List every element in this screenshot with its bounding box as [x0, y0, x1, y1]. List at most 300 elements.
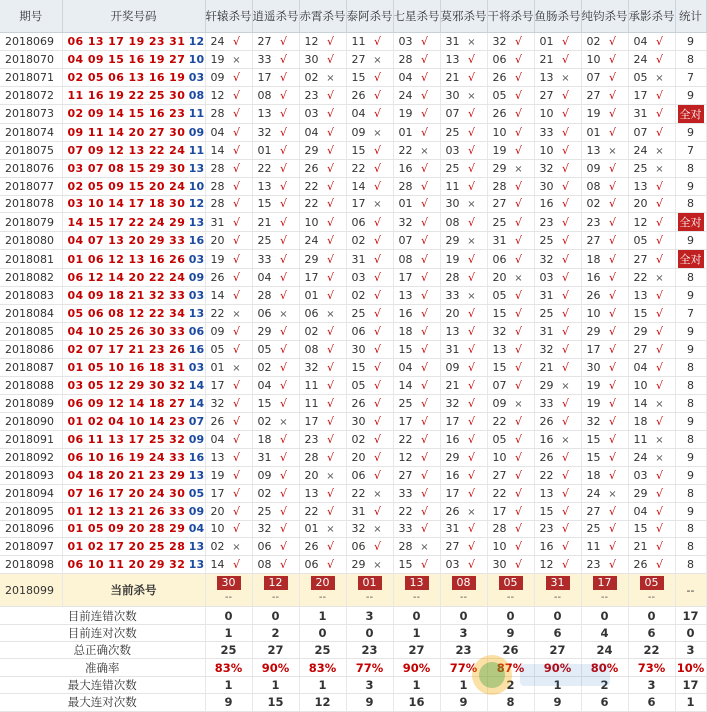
summary-value: 0	[299, 624, 346, 641]
check-icon: √	[279, 432, 287, 446]
kill-cell	[205, 123, 252, 141]
kill-number: 16	[586, 271, 601, 285]
kill-cell	[440, 213, 487, 232]
history-rows	[0, 33, 706, 574]
header-kill-1: 逍遥杀号	[252, 0, 299, 33]
summary-stat: 3	[675, 642, 706, 659]
summary-value: 1	[440, 676, 487, 693]
summary-value: 6	[581, 694, 628, 711]
header-period: 期号	[0, 0, 62, 33]
check-icon: √	[608, 343, 616, 357]
header-kill-9: 承影杀号	[628, 0, 675, 33]
row-period: 2018074	[0, 123, 62, 141]
check-icon: √	[326, 88, 334, 102]
check-icon: √	[326, 325, 334, 339]
check-icon: √	[514, 52, 522, 66]
kill-number: 31	[257, 450, 272, 464]
check-icon: √	[420, 88, 428, 102]
kill-number: 17	[351, 197, 366, 211]
kill-cell	[205, 141, 252, 159]
kill-cell	[628, 556, 675, 574]
row-numbers	[62, 33, 205, 51]
kill-cell	[393, 448, 440, 466]
kill-cell	[628, 269, 675, 287]
current-kill-dash: --	[224, 592, 233, 604]
check-icon: √	[232, 252, 240, 266]
check-icon: √	[561, 486, 569, 500]
kill-number: 30	[351, 343, 366, 357]
kill-number: 26	[351, 396, 366, 410]
kill-cell	[346, 556, 393, 574]
kill-number: 18	[398, 325, 413, 339]
summary-row	[0, 676, 706, 693]
kill-number: 14	[351, 179, 366, 193]
kill-number: 03	[398, 34, 413, 48]
summary-value: 6	[628, 694, 675, 711]
summary-value: 0	[252, 607, 299, 624]
check-icon: √	[279, 143, 287, 157]
kill-cell	[487, 502, 534, 520]
kill-cell	[205, 104, 252, 123]
check-icon: √	[420, 343, 428, 357]
blue-ball: 12	[188, 197, 205, 211]
kill-number: 02	[257, 486, 272, 500]
kill-number: 04	[210, 432, 225, 446]
row-period: 2018096	[0, 520, 62, 538]
cross-icon: ×	[232, 363, 241, 375]
kill-cell	[299, 86, 346, 104]
red-balls: 06 10 11 20 29 32	[67, 558, 186, 572]
kill-cell	[487, 484, 534, 502]
kill-number: 10	[633, 378, 648, 392]
kill-cell	[534, 538, 581, 556]
row-stat: 9	[675, 412, 706, 430]
kill-cell	[346, 68, 393, 86]
row-numbers	[62, 141, 205, 159]
cross-icon: ×	[655, 452, 664, 464]
summary-label: 准确率	[0, 659, 205, 676]
kill-number: 04	[633, 34, 648, 48]
summary-value: 24	[581, 642, 628, 659]
kill-number: 08	[304, 343, 319, 357]
row-stat	[675, 104, 706, 123]
check-icon: √	[514, 343, 522, 357]
row-numbers	[62, 412, 205, 430]
table-row	[0, 33, 706, 51]
kill-cell	[205, 556, 252, 574]
kill-cell	[534, 520, 581, 538]
kill-number: 10	[492, 125, 507, 139]
row-stat: 8	[675, 484, 706, 502]
kill-cell	[252, 159, 299, 177]
table-row	[0, 68, 706, 86]
check-icon: √	[608, 70, 616, 84]
check-icon: √	[326, 450, 334, 464]
check-icon: √	[608, 432, 616, 446]
check-icon: √	[420, 361, 428, 375]
kill-number: 22	[257, 161, 272, 175]
check-icon: √	[467, 70, 475, 84]
kill-cell	[205, 394, 252, 412]
kill-number: 29	[633, 486, 648, 500]
kill-cell	[299, 213, 346, 232]
kill-number: 23	[539, 215, 554, 229]
kill-cell	[252, 141, 299, 159]
kill-number: 15	[351, 70, 366, 84]
kill-cell	[581, 323, 628, 341]
check-icon: √	[514, 307, 522, 321]
kill-cell	[628, 448, 675, 466]
check-icon: √	[514, 468, 522, 482]
current-kill-badge: 12	[264, 576, 288, 590]
kill-cell	[628, 141, 675, 159]
kill-number: 15	[351, 361, 366, 375]
check-icon: √	[655, 361, 663, 375]
kill-cell	[581, 359, 628, 377]
check-icon: √	[467, 361, 475, 375]
kill-number: 33	[257, 252, 272, 266]
check-icon: √	[420, 486, 428, 500]
check-icon: √	[608, 289, 616, 303]
kill-number: 30	[445, 197, 460, 211]
table-row	[0, 394, 706, 412]
kill-cell	[299, 232, 346, 250]
kill-number: 08	[257, 558, 272, 572]
summary-value: 15	[252, 694, 299, 711]
kill-number: 09	[210, 325, 225, 339]
kill-number: 01	[304, 522, 319, 536]
kill-number: 13	[304, 486, 319, 500]
check-icon: √	[279, 70, 287, 84]
summary-value: 0	[487, 607, 534, 624]
check-icon: √	[373, 432, 381, 446]
row-numbers	[62, 287, 205, 305]
kill-cell	[346, 520, 393, 538]
header-kill-7: 鱼肠杀号	[534, 0, 581, 33]
table-row	[0, 538, 706, 556]
row-stat: 7	[675, 68, 706, 86]
check-icon: √	[608, 215, 616, 229]
row-period: 2018094	[0, 484, 62, 502]
check-icon: √	[373, 325, 381, 339]
kill-cell	[252, 412, 299, 430]
kill-cell	[205, 177, 252, 195]
kill-cell	[393, 250, 440, 269]
kill-cell	[299, 50, 346, 68]
kill-number: 27	[539, 88, 554, 102]
kill-number: 27	[398, 468, 413, 482]
current-stat: --	[675, 574, 706, 607]
kill-number: 04	[304, 125, 319, 139]
summary-value: 0	[205, 607, 252, 624]
check-icon: √	[608, 468, 616, 482]
check-icon: √	[373, 540, 381, 554]
red-balls: 06 12 14 20 22 24	[67, 271, 186, 285]
kill-cell	[205, 430, 252, 448]
kill-number: 25	[398, 396, 413, 410]
kill-number: 10	[539, 107, 554, 121]
summary-stat: 17	[675, 607, 706, 624]
kill-number: 11	[445, 179, 460, 193]
kill-cell	[581, 520, 628, 538]
kill-cell	[487, 412, 534, 430]
current-label: 当前杀号	[62, 574, 205, 607]
kill-number: 28	[492, 179, 507, 193]
kill-number: 33	[539, 396, 554, 410]
row-period: 2018089	[0, 394, 62, 412]
check-icon: √	[326, 125, 334, 139]
kill-cell	[346, 104, 393, 123]
kill-cell	[440, 538, 487, 556]
kill-number: 32	[257, 522, 272, 536]
check-icon: √	[608, 307, 616, 321]
check-icon: √	[279, 378, 287, 392]
kill-cell	[299, 141, 346, 159]
check-icon: √	[655, 486, 663, 500]
check-icon: √	[561, 52, 569, 66]
check-icon: √	[232, 378, 240, 392]
table-row	[0, 123, 706, 141]
row-stat: 8	[675, 430, 706, 448]
check-icon: √	[561, 88, 569, 102]
row-stat: 9	[675, 33, 706, 51]
kill-cell	[205, 232, 252, 250]
kill-number: 22	[398, 504, 413, 518]
check-icon: √	[655, 88, 663, 102]
kill-number: 30	[586, 361, 601, 375]
current-kill-cell	[487, 574, 534, 607]
check-icon: √	[467, 432, 475, 446]
kill-cell	[628, 377, 675, 395]
kill-number: 02	[351, 432, 366, 446]
cross-icon: ×	[279, 309, 288, 321]
check-icon: √	[655, 289, 663, 303]
current-period: 2018099	[0, 574, 62, 607]
red-balls: 01 12 13 21 26 33	[67, 504, 186, 518]
kill-number: 11	[351, 34, 366, 48]
row-numbers	[62, 159, 205, 177]
current-kill-cell	[534, 574, 581, 607]
kill-cell	[252, 341, 299, 359]
check-icon: √	[514, 234, 522, 248]
check-icon: √	[373, 234, 381, 248]
kill-cell	[440, 269, 487, 287]
kill-number: 05	[257, 343, 272, 357]
current-kill-badge: 05	[499, 576, 523, 590]
check-icon: √	[232, 215, 240, 229]
kill-number: 20	[304, 468, 319, 482]
check-icon: √	[326, 34, 334, 48]
check-icon: √	[561, 215, 569, 229]
check-icon: √	[561, 252, 569, 266]
kill-number: 30	[492, 558, 507, 572]
kill-number: 21	[445, 378, 460, 392]
kill-number: 06	[304, 307, 319, 321]
summary-value: 3	[628, 676, 675, 693]
kill-cell	[252, 538, 299, 556]
check-icon: √	[279, 34, 287, 48]
kill-cell	[581, 341, 628, 359]
kill-cell	[581, 33, 628, 51]
red-balls: 14 15 17 22 24 29	[67, 215, 186, 229]
red-balls: 02 07 17 21 23 26	[67, 343, 186, 357]
summary-label: 目前连对次数	[0, 624, 205, 641]
kill-cell	[299, 250, 346, 269]
kill-cell	[393, 287, 440, 305]
red-balls: 06 10 16 19 24 33	[67, 450, 186, 464]
check-icon: √	[467, 396, 475, 410]
kill-number: 13	[492, 343, 507, 357]
check-icon: √	[373, 161, 381, 175]
kill-cell	[299, 195, 346, 213]
current-kill-cell	[299, 574, 346, 607]
cross-icon: ×	[326, 309, 335, 321]
cross-icon: ×	[514, 163, 523, 175]
check-icon: √	[655, 522, 663, 536]
kill-cell	[252, 466, 299, 484]
kill-cell	[628, 177, 675, 195]
kill-number: 07	[633, 125, 648, 139]
kill-number: 26	[304, 161, 319, 175]
kill-cell	[534, 50, 581, 68]
blue-ball: 16	[188, 343, 205, 357]
blue-ball: 13	[188, 161, 205, 175]
kill-number: 26	[351, 88, 366, 102]
kill-cell	[346, 287, 393, 305]
kill-number: 14	[210, 143, 225, 157]
row-period: 2018077	[0, 177, 62, 195]
kill-number: 31	[633, 107, 648, 121]
kill-cell	[252, 430, 299, 448]
kill-number: 20	[210, 504, 225, 518]
kill-number: 25	[257, 234, 272, 248]
kill-number: 01	[257, 143, 272, 157]
kill-cell	[440, 323, 487, 341]
kill-number: 26	[210, 414, 225, 428]
row-stat: 8	[675, 359, 706, 377]
check-icon: √	[514, 558, 522, 572]
kill-cell	[581, 484, 628, 502]
kill-cell	[440, 377, 487, 395]
kill-cell	[346, 141, 393, 159]
kill-cell	[346, 33, 393, 51]
kill-number: 06	[257, 307, 272, 321]
summary-value: 1	[299, 676, 346, 693]
check-icon: √	[279, 468, 287, 482]
kill-number: 31	[445, 34, 460, 48]
check-icon: √	[326, 396, 334, 410]
kill-number: 12	[304, 34, 319, 48]
kill-number: 23	[539, 522, 554, 536]
kill-number: 29	[257, 325, 272, 339]
cross-icon: ×	[608, 145, 617, 157]
kill-cell	[487, 305, 534, 323]
kill-cell	[299, 177, 346, 195]
summary-value: 1	[534, 676, 581, 693]
kill-cell	[581, 412, 628, 430]
kill-cell	[440, 104, 487, 123]
kill-number: 26	[210, 271, 225, 285]
check-icon: √	[373, 361, 381, 375]
kill-cell	[299, 484, 346, 502]
kill-number: 10	[539, 143, 554, 157]
kill-cell	[581, 556, 628, 574]
summary-value: 0	[346, 624, 393, 641]
check-icon: √	[561, 361, 569, 375]
check-icon: √	[514, 522, 522, 536]
kill-number: 13	[445, 52, 460, 66]
check-icon: √	[608, 52, 616, 66]
table-row	[0, 50, 706, 68]
check-icon: √	[420, 271, 428, 285]
row-period: 2018076	[0, 159, 62, 177]
cross-icon: ×	[467, 506, 476, 518]
kill-number: 27	[257, 34, 272, 48]
red-balls: 06 09 12 14 18 27	[67, 396, 186, 410]
kill-cell	[581, 50, 628, 68]
row-period: 2018069	[0, 33, 62, 51]
summary-value: 4	[581, 624, 628, 641]
kill-number: 13	[539, 70, 554, 84]
check-icon: √	[326, 540, 334, 554]
kill-cell	[628, 50, 675, 68]
kill-number: 32	[492, 325, 507, 339]
red-balls: 06 11 13 17 25 32	[67, 432, 186, 446]
kill-cell	[252, 50, 299, 68]
check-icon: √	[514, 325, 522, 339]
check-icon: √	[420, 125, 428, 139]
check-icon: √	[655, 252, 663, 266]
kill-number: 22	[210, 307, 225, 321]
kill-number: 01	[210, 361, 225, 375]
header-numbers: 开奖号码	[62, 0, 205, 33]
summary-value: 2	[487, 676, 534, 693]
kill-cell	[534, 287, 581, 305]
kill-cell	[299, 359, 346, 377]
check-icon: √	[279, 522, 287, 536]
kill-number: 06	[492, 252, 507, 266]
check-icon: √	[420, 289, 428, 303]
kill-cell	[252, 323, 299, 341]
kill-cell	[628, 412, 675, 430]
cross-icon: ×	[420, 542, 429, 554]
blue-ball: 09	[188, 125, 205, 139]
row-stat	[675, 250, 706, 269]
kill-number: 25	[539, 307, 554, 321]
kill-cell	[393, 305, 440, 323]
kill-cell	[440, 232, 487, 250]
kill-cell	[628, 287, 675, 305]
kill-cell	[299, 33, 346, 51]
row-numbers	[62, 123, 205, 141]
kill-cell	[581, 68, 628, 86]
kill-number: 02	[351, 234, 366, 248]
check-icon: √	[655, 540, 663, 554]
cross-icon: ×	[232, 309, 241, 321]
kill-number: 02	[210, 540, 225, 554]
blue-ball: 07	[188, 414, 205, 428]
check-icon: √	[467, 179, 475, 193]
kill-cell	[581, 269, 628, 287]
kill-cell	[252, 213, 299, 232]
check-icon: √	[420, 522, 428, 536]
kill-number: 33	[445, 289, 460, 303]
check-icon: √	[232, 468, 240, 482]
check-icon: √	[326, 161, 334, 175]
kill-number: 24	[633, 52, 648, 66]
check-icon: √	[608, 271, 616, 285]
row-period: 2018090	[0, 412, 62, 430]
